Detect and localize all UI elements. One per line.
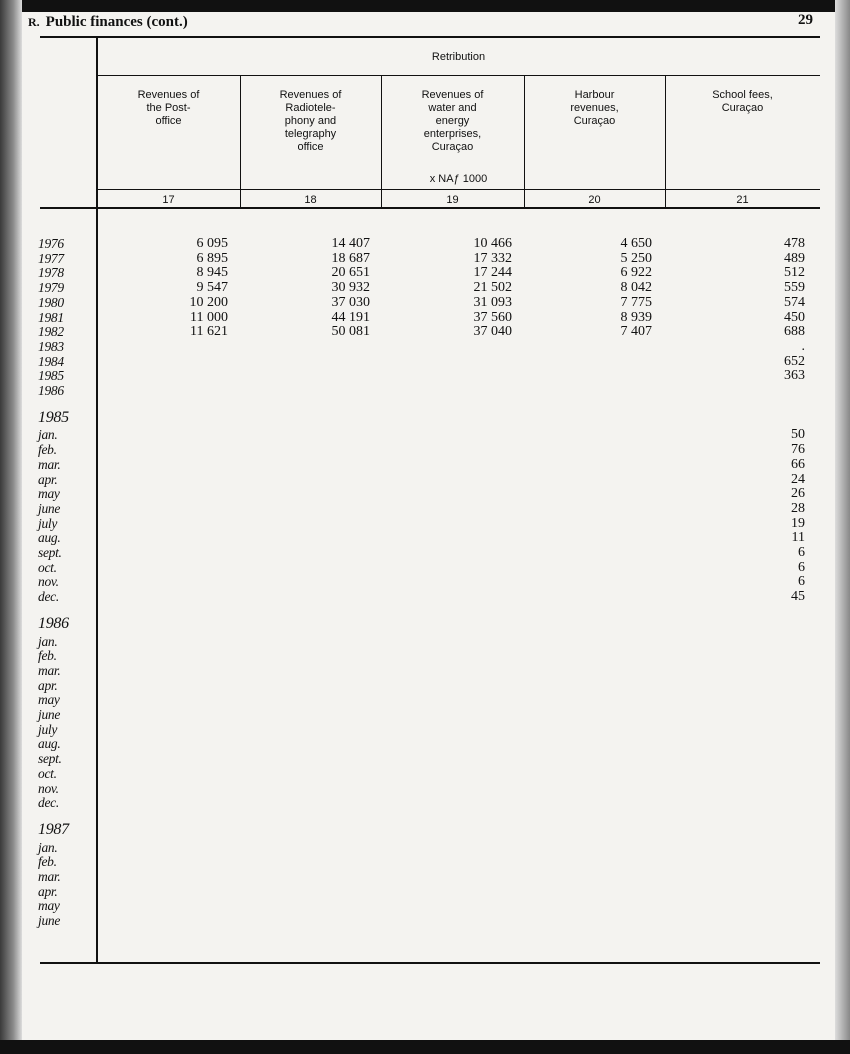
row-label: apr. bbox=[38, 471, 58, 487]
row-label: jan. bbox=[38, 839, 58, 855]
column-header bbox=[97, 89, 240, 128]
table-cell: 489 bbox=[784, 250, 805, 266]
group-rule bbox=[97, 75, 820, 76]
row-label: may bbox=[38, 692, 60, 708]
column-number: 20 bbox=[588, 194, 601, 206]
table-cell: 8 042 bbox=[620, 280, 652, 296]
table-cell: 6 bbox=[798, 574, 805, 590]
row-label: feb. bbox=[38, 648, 57, 664]
row-label: may bbox=[38, 486, 60, 502]
row-label: 1985 bbox=[38, 368, 64, 384]
row-label: oct. bbox=[38, 559, 57, 575]
table-cell: 66 bbox=[791, 456, 805, 472]
table-cell: 31 093 bbox=[473, 294, 512, 310]
table-cell: 6 bbox=[798, 559, 805, 575]
row-label: nov. bbox=[38, 574, 59, 590]
table-cell: 37 040 bbox=[473, 324, 512, 340]
row-label: june bbox=[38, 913, 61, 929]
table-cell: 6 895 bbox=[196, 250, 228, 266]
table-cell: 17 244 bbox=[473, 265, 512, 281]
row-label: sept. bbox=[38, 545, 62, 560]
scan-right-edge bbox=[835, 0, 850, 1054]
period-heading: 1985 bbox=[38, 408, 69, 426]
table-cell: 5 250 bbox=[620, 250, 652, 266]
column-header-line: water and bbox=[428, 102, 477, 114]
section-title: Public finances (cont.) bbox=[45, 14, 188, 30]
table-cell: 6 095 bbox=[196, 236, 228, 251]
table-cell: 559 bbox=[784, 280, 805, 296]
row-label: apr. bbox=[38, 677, 58, 693]
column-header-line: the Post- bbox=[146, 102, 191, 114]
column-header-line: Curaçao bbox=[431, 141, 474, 153]
row-label: 1976 bbox=[38, 236, 64, 251]
column-header-line: office bbox=[297, 141, 324, 153]
table-cell: 76 bbox=[791, 442, 805, 458]
table-cell: 6 bbox=[798, 545, 805, 560]
column-header-line: enterprises, bbox=[423, 128, 482, 140]
table-top-rule bbox=[40, 36, 820, 38]
column-header-line: Curaçao bbox=[573, 115, 616, 127]
table-bottom-rule bbox=[40, 962, 820, 964]
row-label: july bbox=[38, 721, 58, 737]
table-cell: 37 030 bbox=[331, 294, 370, 310]
row-label: feb. bbox=[38, 854, 57, 870]
column-header-line: Radiotele- bbox=[285, 102, 336, 114]
table-cell: 17 332 bbox=[473, 250, 512, 266]
row-label: aug. bbox=[38, 530, 61, 546]
column-header bbox=[381, 89, 524, 154]
column-number: 18 bbox=[304, 194, 317, 206]
column-header-line: revenues, bbox=[570, 102, 619, 114]
row-label: sept. bbox=[38, 751, 62, 767]
row-label: 1981 bbox=[38, 309, 64, 325]
column-header-line: office bbox=[155, 115, 182, 127]
column-header-line: Curaçao bbox=[721, 102, 764, 114]
table-cell: 20 651 bbox=[331, 265, 370, 281]
column-header-line: Harbour bbox=[574, 89, 615, 101]
row-label: may bbox=[38, 898, 60, 914]
table-cell: 4 650 bbox=[620, 236, 652, 251]
row-label: 1978 bbox=[38, 265, 64, 281]
unit-rule bbox=[97, 189, 820, 190]
table-cell: 11 621 bbox=[190, 324, 228, 340]
table-cell: 11 bbox=[791, 530, 805, 546]
table-cell: . bbox=[801, 338, 805, 354]
row-label: aug. bbox=[38, 736, 61, 752]
row-label: feb. bbox=[38, 442, 57, 458]
row-label: jan. bbox=[38, 427, 58, 443]
table-cell: 11 000 bbox=[190, 309, 228, 325]
header-bottom-rule bbox=[40, 207, 820, 209]
row-label: 1980 bbox=[38, 294, 64, 310]
column-header bbox=[240, 89, 381, 154]
table-cell: 10 200 bbox=[189, 294, 228, 310]
row-label: apr. bbox=[38, 883, 58, 899]
column-header bbox=[524, 89, 665, 128]
row-label: july bbox=[38, 515, 58, 531]
table-cell: 21 502 bbox=[473, 280, 512, 296]
row-label: 1982 bbox=[38, 324, 64, 340]
column-number: 21 bbox=[736, 194, 749, 206]
period-heading: 1987 bbox=[38, 820, 69, 838]
row-label: jan. bbox=[38, 633, 58, 649]
row-label: 1977 bbox=[38, 250, 64, 266]
row-label: dec. bbox=[38, 589, 59, 605]
row-label: mar. bbox=[38, 456, 61, 472]
row-label: mar. bbox=[38, 869, 61, 884]
table-cell: 50 bbox=[791, 427, 805, 443]
table-cell: 44 191 bbox=[331, 309, 370, 325]
table-cell: 45 bbox=[791, 589, 805, 605]
row-label: 1979 bbox=[38, 280, 64, 296]
column-header-line: Revenues of bbox=[421, 89, 484, 101]
column-number: 19 bbox=[446, 194, 459, 206]
table-cell: 8 939 bbox=[620, 309, 652, 325]
table-cell: 24 bbox=[791, 471, 805, 487]
table-cell: 14 407 bbox=[331, 236, 370, 251]
column-header-line: School fees, bbox=[712, 89, 773, 101]
table-cell: 478 bbox=[784, 236, 805, 251]
table-cell: 652 bbox=[784, 353, 805, 369]
page-binding-shadow bbox=[0, 0, 22, 1054]
row-label: 1986 bbox=[38, 383, 64, 398]
row-label: 1983 bbox=[38, 338, 64, 354]
row-label: nov. bbox=[38, 780, 59, 796]
row-label: dec. bbox=[38, 795, 59, 811]
section-prefix: R. bbox=[28, 15, 40, 29]
column-header-line: phony and bbox=[284, 115, 337, 127]
table-cell: 30 932 bbox=[331, 280, 370, 296]
period-heading: 1986 bbox=[38, 614, 69, 632]
table-cell: 8 945 bbox=[196, 265, 228, 281]
row-label: 1984 bbox=[38, 353, 64, 369]
row-label: june bbox=[38, 500, 61, 516]
scan-top-edge bbox=[0, 0, 850, 12]
table-cell: 574 bbox=[784, 294, 805, 310]
row-label: oct. bbox=[38, 765, 57, 781]
row-label: mar. bbox=[38, 662, 61, 678]
table-cell: 19 bbox=[791, 515, 805, 531]
table-cell: 9 547 bbox=[196, 280, 228, 296]
table-cell: 450 bbox=[784, 309, 805, 325]
column-header-line: Revenues of bbox=[137, 89, 200, 101]
column-header-line: energy bbox=[435, 115, 470, 127]
column-header-line: Revenues of bbox=[279, 89, 342, 101]
group-header-retribution: Retribution bbox=[431, 51, 486, 63]
scan-bottom-edge bbox=[0, 1040, 850, 1054]
page-number: 29 bbox=[798, 12, 813, 28]
page-title bbox=[28, 14, 188, 31]
row-label: june bbox=[38, 707, 61, 722]
table-cell: 6 922 bbox=[620, 265, 652, 281]
table-cell: 10 466 bbox=[473, 236, 512, 251]
table-cell: 26 bbox=[791, 486, 805, 502]
column-header-line: telegraphy bbox=[284, 128, 337, 140]
table-cell: 37 560 bbox=[473, 309, 512, 325]
table-cell: 7 775 bbox=[620, 294, 652, 310]
column-header bbox=[665, 89, 820, 115]
table-cell: 18 687 bbox=[331, 250, 370, 266]
unit-label: x NAƒ 1000 bbox=[429, 173, 488, 185]
table-cell: 688 bbox=[784, 324, 805, 340]
column-number: 17 bbox=[162, 194, 175, 206]
table-cell: 50 081 bbox=[331, 324, 370, 340]
table-cell: 363 bbox=[784, 368, 805, 384]
table-cell: 512 bbox=[784, 265, 805, 281]
table-cell: 28 bbox=[791, 500, 805, 516]
table-cell: 7 407 bbox=[620, 324, 652, 340]
